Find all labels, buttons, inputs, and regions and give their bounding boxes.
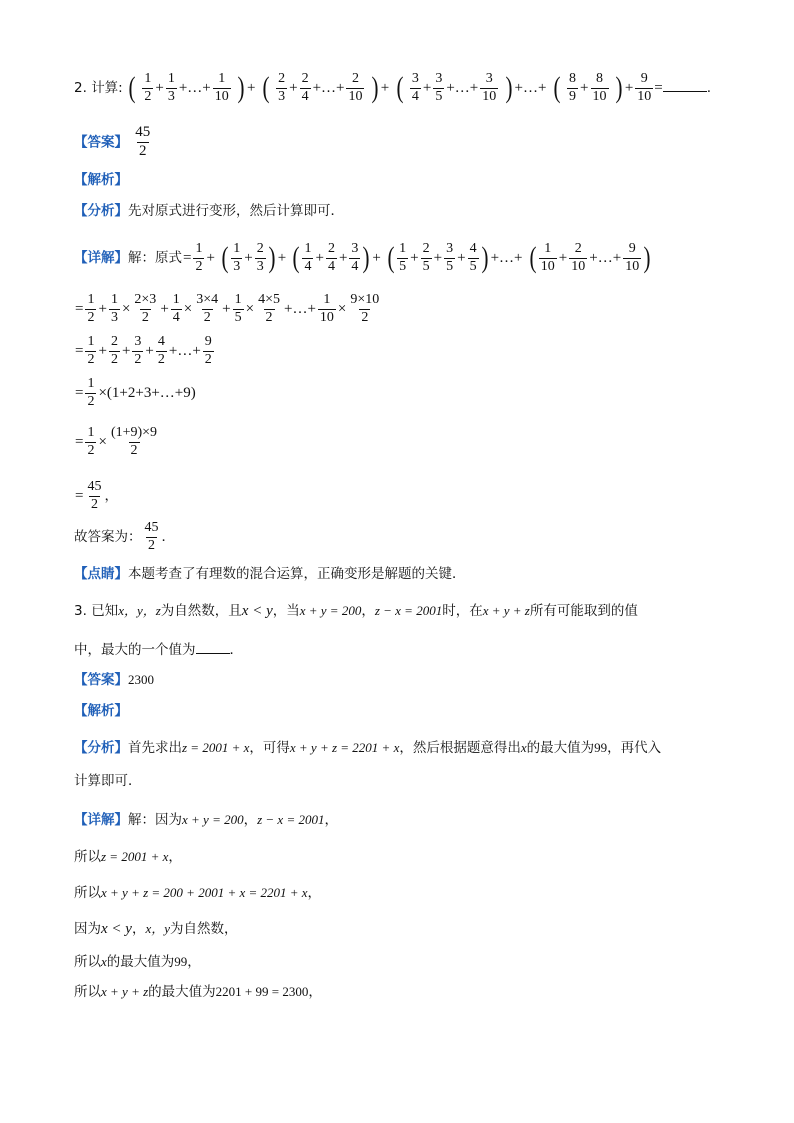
fraction: $\frac{9\times 10}{2}$: [350, 292, 380, 325]
q3-problem-line1: 3. 已知x，y，z为自然数，且x < y，当x + y = 200，z − x = 2001时，在x + y + z所有可能取到的值: [74, 603, 638, 619]
math: x + y + z: [101, 984, 149, 999]
text: ，: [324, 812, 338, 828]
fraction: $\frac{1}{10}$: [214, 71, 229, 104]
paren-close: ): [268, 241, 276, 275]
q3-fenxi-line2: [74, 775, 142, 789]
q3-detail-line6: [74, 985, 322, 1000]
fraction: $\frac{2}{2}$: [110, 334, 118, 367]
comment-text: 本题考查了有理数的混合运算，正确变形是解题的关键．: [128, 566, 466, 582]
paren-close: ): [643, 241, 651, 275]
paren-close: ): [237, 71, 245, 105]
paren-close: ): [481, 241, 489, 275]
text: ．: [229, 642, 243, 658]
fraction: $\frac{2}{10}$: [348, 71, 363, 104]
fraction: $\frac{3}{2}$: [134, 334, 142, 367]
answer-blank: [196, 641, 230, 654]
text: 的最大值为: [526, 740, 595, 756]
q2-fenxi-line: [74, 205, 344, 219]
fraction: $\frac{3}{4}$: [351, 241, 359, 274]
q3-detail-line4: [74, 922, 237, 937]
fraction: $\frac{1}{2}$: [87, 425, 95, 458]
fenxi-text: 先对原式进行变形，然后计算即可．: [128, 203, 344, 219]
q3-number: 3.: [74, 603, 87, 619]
detail-tag: 【详解】: [74, 812, 128, 828]
math: z − x = 2001: [257, 812, 325, 827]
fraction: $\frac{2}{3}$: [278, 71, 286, 104]
text: ，: [187, 954, 201, 970]
paren-open: (: [529, 241, 537, 275]
text: 的最大值为: [148, 984, 216, 1000]
q2-step1: = $\frac{1}{2}$ + $\frac{1}{3}$ × $\frac{2\times 3}{2}$ + $\frac{1}{4}$ × $\frac{3\times 4}{2}$ + $\frac{1}{5}$ × $\frac{4\times 5}{2}$ +…+ $\frac{1}{10}$ × $\frac{9\times 10}{2}$: [75, 292, 380, 325]
answer-tag: 【答案】: [74, 672, 128, 688]
fraction: $\frac{1}{3}$: [233, 241, 241, 274]
q3-answer-line: [74, 673, 154, 688]
fraction: $\frac{9}{10}$: [637, 71, 652, 104]
final-lead: 故答案为：: [74, 529, 142, 546]
text: 中，最大的一个值为: [74, 642, 196, 658]
comment-tag: 【点睛】: [74, 566, 128, 582]
math: x: [101, 954, 107, 969]
fraction: $\frac{1}{2}$: [195, 241, 203, 274]
math: x: [520, 740, 527, 755]
q2-analysis-tag-line: [74, 174, 128, 188]
paren-close: ): [362, 241, 370, 275]
fraction: $\frac{(1+9)\times 9}{2}$: [110, 425, 158, 458]
fraction: $\frac{1}{2}$: [87, 292, 95, 325]
text: ，: [243, 812, 258, 828]
text: ，: [308, 984, 322, 1000]
text: 为自然数，且: [160, 603, 242, 619]
fraction: $\frac{1}{5}$: [234, 292, 242, 325]
paren-open: (: [262, 71, 270, 105]
text: ，: [131, 921, 146, 937]
answer-fraction: $\frac{45}{2}$: [135, 124, 151, 159]
fraction: $\frac{8}{9}$: [569, 71, 577, 104]
fraction: $\frac{8}{10}$: [592, 71, 607, 104]
text: 的最大值为: [106, 954, 175, 970]
paren-open: (: [128, 71, 136, 105]
q2-prompt: 计算:: [91, 80, 123, 97]
text: ，再代入: [607, 740, 662, 756]
text: 所有可能取到的值: [529, 603, 638, 619]
math: z − x = 2001: [374, 603, 443, 618]
math: x + y = 200: [299, 603, 362, 618]
math: 99: [174, 954, 188, 969]
text: 为自然数，: [169, 921, 238, 937]
fraction: $\frac{1}{10}$: [540, 241, 555, 274]
fraction: $\frac{1}{5}$: [399, 241, 407, 274]
fraction: $\frac{4\times 5}{2}$: [258, 292, 280, 325]
fraction: $\frac{9}{10}$: [625, 241, 640, 274]
q2-end: .: [706, 80, 712, 97]
fraction: $\frac{2\times 3}{2}$: [134, 292, 157, 325]
text: 所以: [74, 954, 101, 970]
text: ，当: [272, 603, 300, 619]
fraction: $\frac{3}{5}$: [446, 241, 454, 274]
math: x + y + z = 2201 + x: [289, 740, 400, 755]
fraction: $\frac{2}{10}$: [571, 241, 586, 274]
q2-step5: = $\frac{45}{2}$ ，: [75, 479, 118, 512]
q2-final-line: 故答案为： $\frac{45}{2}$ ．: [74, 520, 175, 553]
fraction: $\frac{9}{2}$: [204, 334, 212, 367]
text: 计算即可．: [74, 773, 142, 789]
answer-tag: 【答案】: [74, 134, 128, 151]
paren-close: ): [371, 71, 379, 105]
text: ，然后根据题意得出: [399, 740, 521, 756]
fraction: $\frac{2}{4}$: [327, 241, 335, 274]
fraction: $\frac{4}{5}$: [469, 241, 477, 274]
fraction: $\frac{1}{2}$: [144, 71, 152, 104]
detail-tag: 【详解】: [74, 250, 128, 267]
fraction: $\frac{1}{2}$: [87, 376, 95, 409]
fraction: $\frac{3}{5}$: [435, 71, 443, 104]
paren-open: (: [387, 241, 395, 275]
paren-close: ): [505, 71, 513, 105]
detail-lead: 解：原式: [128, 250, 182, 267]
math: x，y，z: [118, 603, 161, 618]
text: 首先求出: [128, 740, 182, 756]
q3-detail-line2: [74, 850, 182, 865]
fraction: $\frac{3}{10}$: [482, 71, 497, 104]
fraction: $\frac{45}{2}$: [87, 479, 102, 512]
fraction: $\frac{1}{3}$: [110, 292, 118, 325]
analysis-tag: 【解析】: [74, 172, 128, 188]
q2-number: 2.: [74, 80, 87, 97]
paren-open: (: [396, 71, 404, 105]
text: 所以: [74, 885, 101, 901]
fenxi-tag: 【分析】: [74, 740, 128, 756]
text: 所以: [74, 984, 101, 1000]
fraction: $\frac{1}{3}$: [167, 71, 175, 104]
math: 2201 + 99 = 2300: [215, 984, 309, 999]
q2-step4: = $\frac{1}{2}$ × $\frac{(1+9)\times 9}{2}$: [75, 425, 158, 458]
q3-detail-line3: [74, 886, 321, 901]
text: 解：因为: [128, 812, 182, 828]
text: 因为: [74, 921, 101, 937]
q2-step2: = $\frac{1}{2}$ + $\frac{2}{2}$ + $\frac{3}{2}$ + $\frac{4}{2}$ +…+ $\frac{9}{2}$: [75, 334, 212, 367]
math: 99: [594, 740, 608, 755]
fraction: $\frac{45}{2}$: [144, 520, 159, 553]
text: ，可得: [249, 740, 290, 756]
math: x < y: [101, 921, 132, 937]
math: x + y + z: [482, 603, 530, 618]
q3-detail-line1: [74, 813, 338, 828]
q2-step3: = $\frac{1}{2}$ ×(1+2+3+…+9): [75, 376, 196, 409]
q3-problem-line2: [74, 641, 243, 658]
fraction: $\frac{2}{4}$: [301, 71, 309, 104]
fraction: $\frac{2}{3}$: [256, 241, 264, 274]
answer-blank: [663, 79, 707, 92]
fraction: $\frac{1}{4}$: [172, 292, 180, 325]
q2-equals: =: [654, 80, 663, 97]
fraction: $\frac{2}{5}$: [422, 241, 430, 274]
q3-analysis-tag-line: [74, 705, 128, 719]
math: x + y + z = 200 + 2001 + x = 2201 + x: [101, 885, 308, 900]
text: 时，在: [442, 603, 483, 619]
q2-comment-line: [74, 568, 466, 582]
q2-problem-line: 2. 计算: ( $\frac{1}{2}$ + $\frac{1}{3}$ +…+ $\frac{1}{10}$ ) + ( $\frac{2}{3}$ + $\frac{2}{4}$ +…+ $\frac{2}{10}$ ) + ( $\frac{3}{4}$ + $\frac{3}{5}$ +…+ $\frac{3}{10}$ ) +…+ ( $\frac{8}{9}$ + $\frac{8}{10}$ ) + $\frac{9}{10}$ = .: [74, 71, 712, 105]
fraction: $\frac{4}{2}$: [157, 334, 165, 367]
fenxi-tag: 【分析】: [74, 203, 128, 219]
fraction: $\frac{1}{4}$: [304, 241, 312, 274]
q2-detail-line: 【详解】解：原式= $\frac{1}{2}$ + ( $\frac{1}{3}$ + $\frac{2}{3}$ ) + ( $\frac{1}{4}$ + $\frac{2}{4}$ + $\frac{3}{4}$ ) + ( $\frac{1}{5}$ + $\frac{2}{5}$ + $\frac{3}{5}$ + $\frac{4}{5}$ ) +…+ ( $\frac{1}{10}$ + $\frac{2}{10}$ +…+ $\frac{9}{10}$ ): [74, 241, 651, 275]
q2-answer-line: [74, 125, 153, 160]
math: x + y = 200: [182, 812, 244, 827]
text: 所以: [74, 849, 101, 865]
q3-detail-line5: [74, 955, 201, 970]
analysis-tag: 【解析】: [74, 703, 128, 719]
paren-open: (: [553, 71, 561, 105]
fraction: $\frac{1}{10}$: [319, 292, 334, 325]
text: ，: [307, 885, 322, 901]
answer-value: 2300: [128, 672, 154, 687]
paren-open: (: [221, 241, 229, 275]
inequality: x < y: [241, 603, 273, 619]
paren-open: (: [292, 241, 300, 275]
fraction: $\frac{1}{2}$: [87, 334, 95, 367]
paren-close: ): [615, 71, 623, 105]
text: ，: [168, 849, 182, 865]
fraction: $\frac{3}{4}$: [411, 71, 419, 104]
fraction: $\frac{3\times 4}{2}$: [196, 292, 219, 325]
math: z = 2001 + x: [101, 849, 169, 864]
math: x，y: [145, 921, 170, 936]
math: z = 2001 + x: [182, 740, 250, 755]
q3-fenxi-line1: [74, 741, 661, 756]
text: 已知: [91, 603, 119, 619]
